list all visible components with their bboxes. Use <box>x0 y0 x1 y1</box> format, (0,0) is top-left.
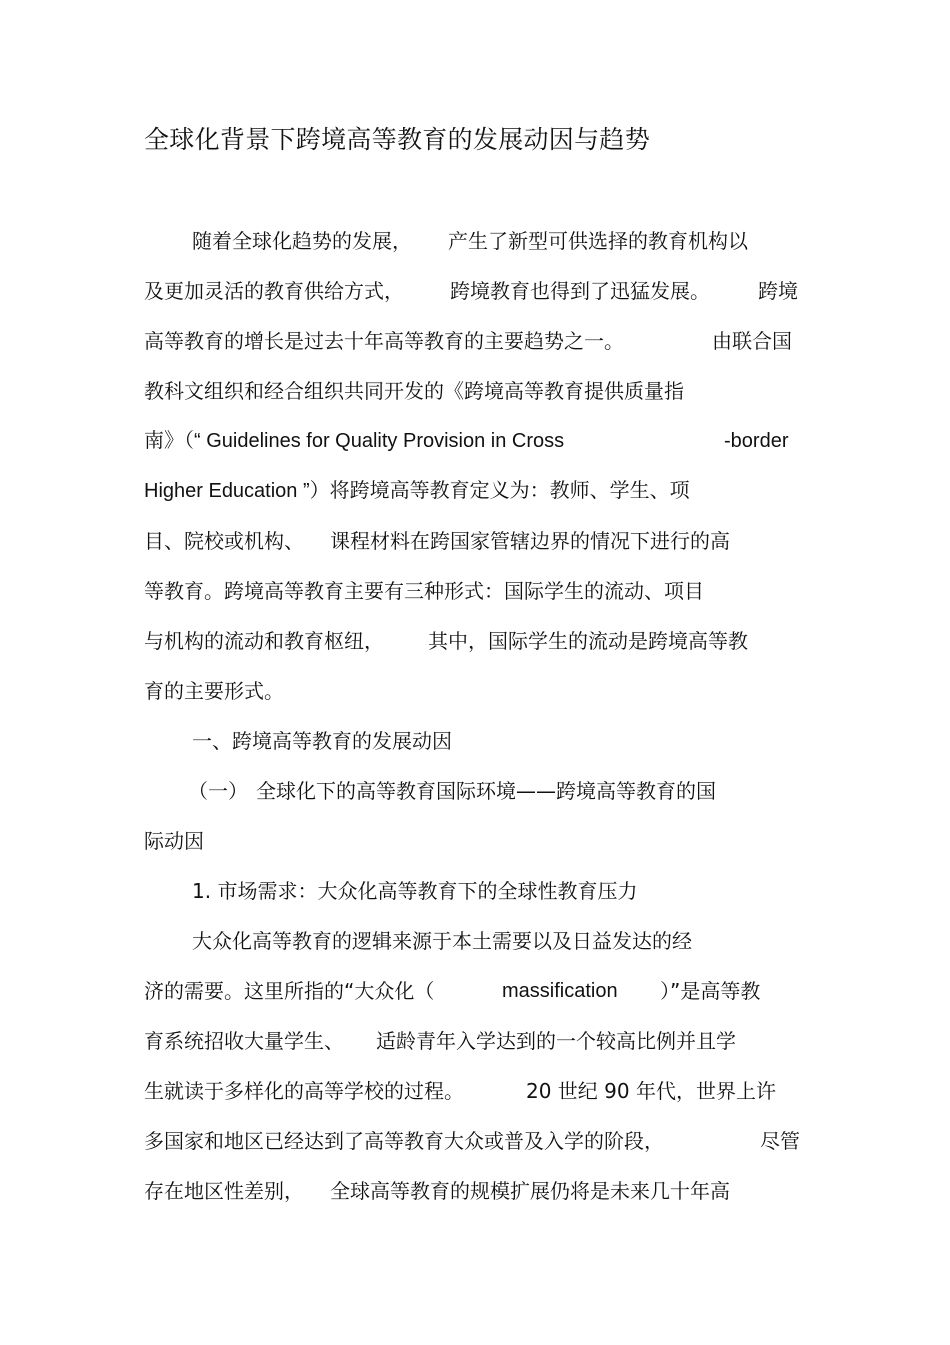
text-segment: 全球化下的高等教育国际环境——跨境高等教育的国 <box>256 779 716 803</box>
text-segment: 多国家和地区已经达到了高等教育大众或普及入学的阶段， <box>144 1129 664 1153</box>
text-segment: 适龄青年入学达到的一个较高比例并且学 <box>376 1029 736 1053</box>
text-segment: 际动因 <box>144 829 204 853</box>
text-segment: 存在地区性差别， <box>144 1179 304 1203</box>
text-segment: 课程材料在跨国家管辖边界的情况下进行的高 <box>330 529 730 553</box>
text-segment: 其中，国际学生的流动是跨境高等教 <box>428 629 748 653</box>
text-segment: 一、跨境高等教育的发展动因 <box>192 729 452 753</box>
text-segment: 与机构的流动和教育枢纽， <box>144 629 384 653</box>
text-segment: Higher Education ”）将跨境高等教育定义为：教师、学生、项 <box>144 480 690 502</box>
text-segment: 跨境 <box>758 279 798 303</box>
text-segment: 等教育。跨境高等教育主要有三种形式：国际学生的流动、项目 <box>144 579 704 603</box>
text-segment: 育的主要形式。 <box>144 679 284 703</box>
text-segment: -border <box>724 430 789 452</box>
text-segment: massification <box>502 980 618 1002</box>
text-segment: 及更加灵活的教育供给方式， <box>144 279 404 303</box>
text-segment: ）”是高等教 <box>660 979 761 1003</box>
text-segment: 1. 市场需求：大众化高等教育下的全球性教育压力 <box>192 879 638 903</box>
text-segment: 跨境教育也得到了迅猛发展。 <box>450 279 710 303</box>
text-segment: 南》（“ Guidelines for Quality Provision in Cross <box>144 430 565 452</box>
text-segment: 随着全球化趋势的发展， <box>192 229 412 253</box>
text-segment: 由联合国 <box>712 329 792 353</box>
text-segment: 济的需要。这里所指的“大众化（ <box>144 979 435 1003</box>
text-segment: 产生了新型可供选择的教育机构以 <box>448 229 748 253</box>
text-segment: 20 世纪 90 年代，世界上许 <box>526 1079 776 1103</box>
text-segment: 生就读于多样化的高等学校的过程。 <box>144 1079 464 1103</box>
text-segment: 尽管 <box>760 1129 800 1153</box>
text-segment: 全球高等教育的规模扩展仍将是未来几十年高 <box>330 1179 730 1203</box>
text-segment: 教科文组织和经合组织共同开发的《跨境高等教育提供质量指 <box>144 379 684 403</box>
text-segment: 高等教育的增长是过去十年高等教育的主要趋势之一。 <box>144 329 624 353</box>
text-segment: 大众化高等教育的逻辑来源于本土需要以及日益发达的经 <box>192 929 692 953</box>
text-segment: 目、院校或机构、 <box>144 529 304 553</box>
document-title: 全球化背景下跨境高等教育的发展动因与趋势 <box>144 125 651 154</box>
text-segment: 育系统招收大量学生、 <box>144 1029 344 1053</box>
text-segment: （一） <box>188 779 248 803</box>
